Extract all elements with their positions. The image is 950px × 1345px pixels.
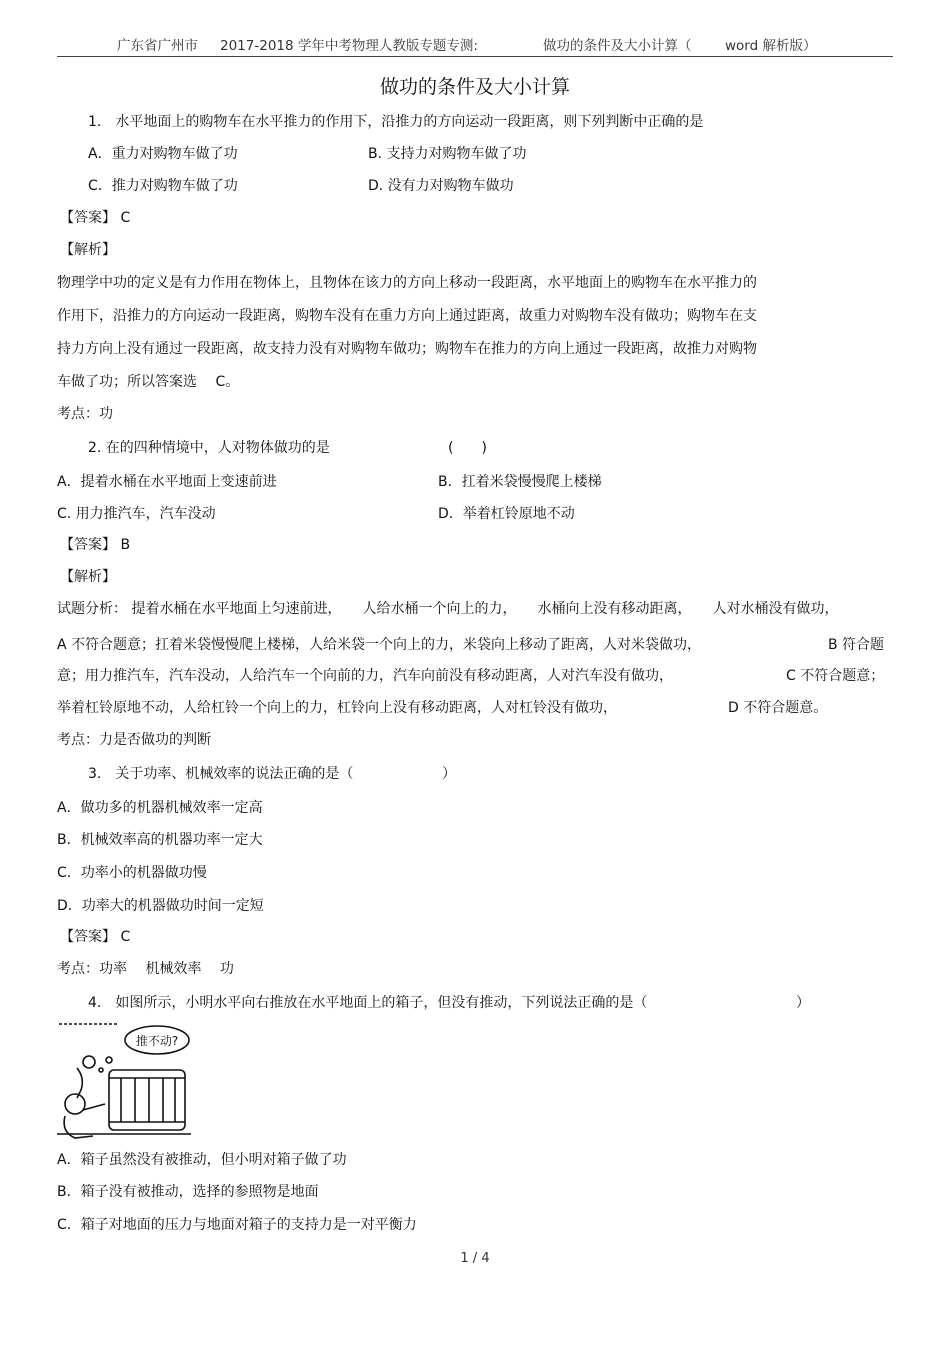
q2-analysis-tail: D 不符合题意。: [728, 700, 828, 716]
q2-paren: ( ): [448, 440, 487, 456]
q1-kaodian: 考点：功: [57, 406, 113, 422]
pushing-box-illustration: [57, 1020, 191, 1142]
q4-option-b: B．箱子没有被推动，选择的参照物是地面: [57, 1184, 319, 1200]
q2-option-a: A．提着水桶在水平地面上变速前进: [57, 474, 277, 490]
q1-analysis-label: 【解析】: [60, 242, 116, 258]
q1-option-b: B. 支持力对购物车做了功: [368, 146, 527, 162]
q2-option-d: D．举着杠铃原地不动: [438, 506, 575, 522]
q2-stem: 2. 在的四种情境中，人对物体做功的是: [88, 440, 330, 456]
q2-analysis-line: A 不符合题意；扛着米袋慢慢爬上楼梯，人给米袋一个向上的力，米袋向上移动了距离，人对米袋做功，: [57, 637, 702, 653]
q1-option-a: A．重力对购物车做了功: [88, 146, 238, 162]
header-series: 2017-2018 学年中考物理人教版专题专测:: [220, 38, 478, 54]
q4-paren-close: ）: [796, 995, 810, 1011]
q2-analysis-line: 意；用力推汽车，汽车没动，人给汽车一个向前的力，汽车向前没有移动距离，人对汽车没有做功，: [57, 668, 673, 684]
page-number: 1 / 4: [460, 1251, 490, 1266]
q1-analysis-line: 车做了功；所以答案选 C。: [57, 374, 240, 390]
header-topic: 做功的条件及大小计算（: [543, 38, 692, 54]
speech-bubble-text: 推不动?: [135, 1034, 179, 1048]
q1-answer: 【答案】 C: [60, 210, 131, 226]
q1-option-c: C．推力对购物车做了功: [88, 178, 238, 194]
q1-option-d: D. 没有力对购物车做功: [368, 178, 514, 194]
page-header: [57, 34, 893, 56]
q3-option-a: A．做功多的机器机械效率一定高: [57, 800, 263, 816]
q3-option-c: C．功率小的机器做功慢: [57, 865, 207, 881]
q4-option-a: A．箱子虽然没有被推动，但小明对箱子做了功: [57, 1152, 347, 1168]
q2-analysis-tail: B 符合题: [828, 637, 885, 653]
q3-paren-close: ）: [442, 766, 456, 782]
q2-option-b: B．扛着米袋慢慢爬上楼梯: [438, 474, 602, 490]
q3-option-b: B．机械效率高的机器功率一定大: [57, 832, 263, 848]
q3-option-d: D．功率大的机器做功时间一定短: [57, 898, 264, 914]
q2-analysis-label: 【解析】: [60, 569, 116, 585]
q3-stem: 3. 关于功率、机械效率的说法正确的是（: [88, 766, 354, 782]
q4-option-c: C．箱子对地面的压力与地面对箱子的支持力是一对平衡力: [57, 1217, 417, 1233]
header-divider: [57, 56, 893, 57]
q1-analysis-line: 持力方向上没有通过一段距离，故支持力没有对购物车做功；购物车在推力的方向上通过一段距离，故推力对购物: [57, 341, 757, 357]
q1-analysis-line: 物理学中功的定义是有力作用在物体上，且物体在该力的方向上移动一段距离，水平地面上的购物车在水平推力的: [57, 275, 757, 291]
q2-analysis-line: 试题分析： 提着水桶在水平地面上匀速前进， 人给水桶一个向上的力， 水桶向上没有移动距离， 人对水桶没有做功，: [57, 601, 839, 617]
q4-stem: 4. 如图所示，小明水平向右推放在水平地面上的箱子，但没有推动，下列说法正确的是（: [88, 995, 648, 1011]
q1-stem: 1. 水平地面上的购物车在水平推力的作用下，沿推力的方向运动一段距离，则下列判断中正确的是: [88, 114, 704, 130]
q2-kaodian: 考点：力是否做功的判断: [57, 732, 211, 748]
header-format: word 解析版）: [725, 38, 817, 54]
page-title: 做功的条件及大小计算: [379, 76, 570, 98]
q1-analysis-line: 作用下，沿推力的方向运动一段距离，购物车没有在重力方向上通过距离，故重力对购物车没有做功；购物车在支: [57, 308, 757, 324]
header-region: 广东省广州市: [117, 38, 198, 54]
q2-analysis-tail: C 不符合题意；: [786, 668, 885, 684]
q3-kaodian: 考点：功率 机械效率 功: [57, 961, 234, 977]
q3-answer: 【答案】 C: [60, 929, 131, 945]
q2-analysis-line: 举着杠铃原地不动，人给杠铃一个向上的力，杠铃向上没有移动距离，人对杠铃没有做功，: [57, 700, 617, 716]
q2-option-c: C. 用力推汽车，汽车没动: [57, 506, 216, 522]
q2-answer: 【答案】 B: [60, 537, 131, 553]
